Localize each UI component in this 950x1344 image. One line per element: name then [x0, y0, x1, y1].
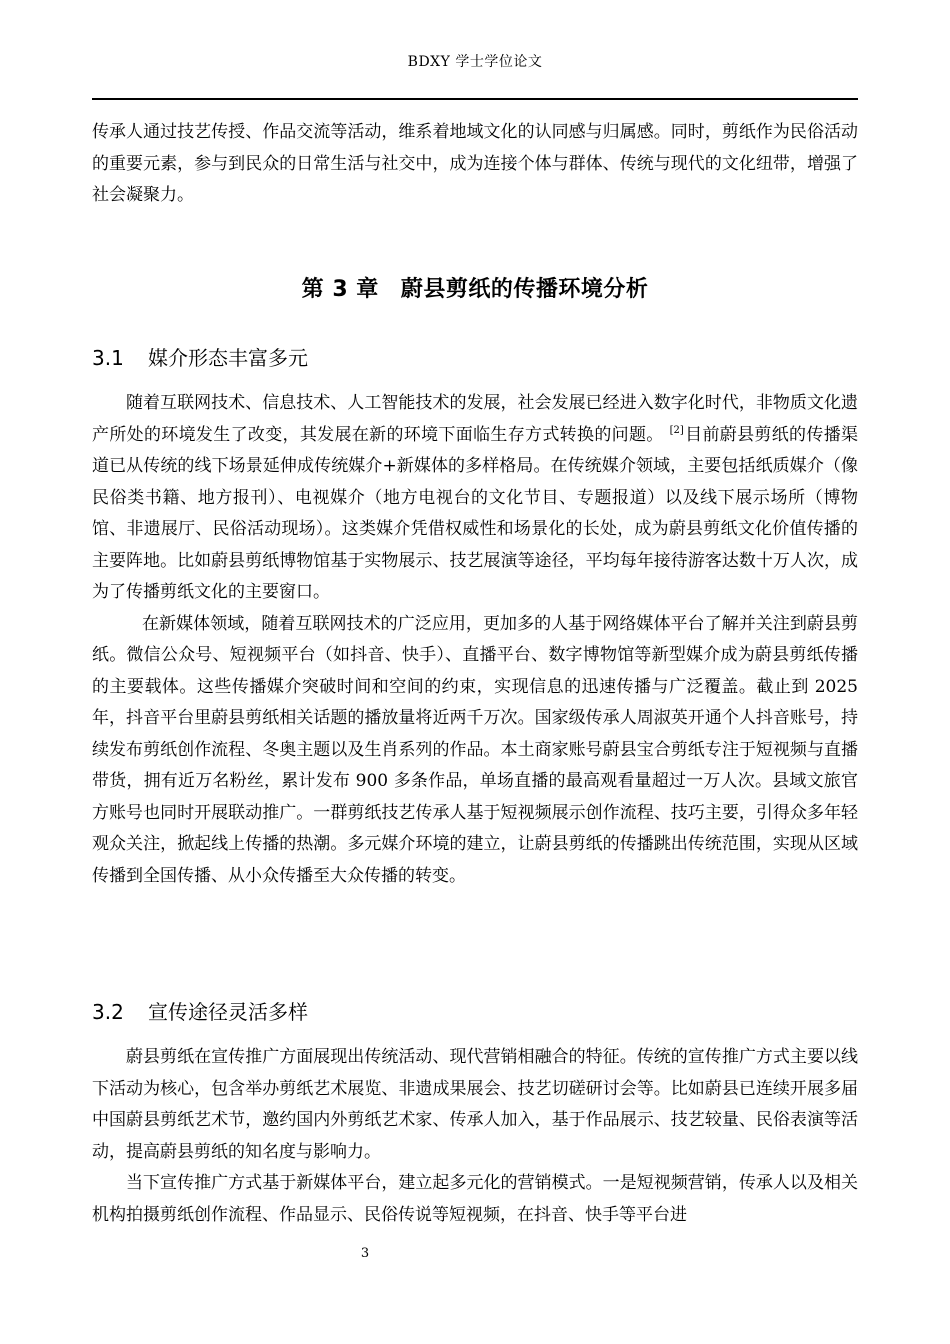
- section-3-2-title: 宣传途径灵活多样: [148, 1000, 308, 1024]
- chapter-number: 第 3 章: [301, 277, 379, 302]
- intro-text-block: [92, 117, 858, 212]
- citation-reference[interactable]: [2]: [669, 424, 684, 436]
- page-number: 3: [360, 1246, 370, 1261]
- section-3-2-number: 3.2: [92, 1000, 124, 1024]
- section-3-1-heading: [92, 343, 858, 373]
- intro-paragraph: 传承人通过技艺传授、作品交流等活动，维系着地域文化的认同感与归属感。同时，剪纸作为民俗活动的重要元素，参与到民众的日常生活与社交中，成为连接个体与群体、传统与现代的文化纽带，增强了社会凝聚力。: [92, 122, 858, 205]
- section-3-1-paragraph-1-text-a: 随着互联网技术、信息技术、人工智能技术的发展，社会发展已经进入数字化时代，非物质文化遗产所处的环境发生了改变，其发展在新的环境下面临生存方式转换的问题。: [92, 393, 858, 445]
- section-3-1-body: [92, 388, 858, 892]
- section-3-2-body: [92, 1042, 858, 1231]
- section-3-1-paragraph-2: 在新媒体领域，随着互联网技术的广泛应用，更加多的人基于网络媒体平台了解并关注到蔚县剪纸。微信公众号、短视频平台（如抖音、快手）、直播平台、数字博物馆等新型媒介成为蔚县剪纸传播的主要载体。这些传播媒介突破时间和空间的约束，实现信息的迅速传播与广泛覆盖。截止到 2025 年，抖音平台里蔚县剪纸相关话题的播放量将近两千万次。国家级传承人周淑英开通个人抖音账号，持续发布剪纸创作流程、冬奥主题以及生肖系列的作品。本土商家账号蔚县宝合剪纸专注于短视频与直播带货，拥有近万名粉丝，累计发布 900 多条作品，单场直播的最高观看量超过一万人次。县域文旅官方账号也同时开展联动推广。一群剪纸技艺传承人基于短视频展示创作流程、技巧主要，引得众多年轻观众关注，掀起线上传播的热潮。多元媒介环境的建立，让蔚县剪纸的传播跳出传统范围，实现从区域传播到全国传播、从小众传播至大众传播的转变。: [92, 613, 858, 886]
- section-3-1-number: 3.1: [92, 346, 124, 370]
- chapter-title: 蔚县剪纸的传播环境分析: [400, 277, 649, 302]
- section-3-1-paragraph-1: [92, 388, 858, 609]
- section-3-1-paragraph-1-text-b: 目前蔚县剪纸的传播渠道已从传统的线下场景延伸成传统媒介+新媒体的多样格局。在传统媒介领域，主要包括纸质媒介（像民俗类书籍、地方报刊）、电视媒介（地方电视台的文化节目、专题报道）以及线下展示场所（博物馆、非遗展厅、民俗活动现场）。这类媒介凭借权威性和场景化的长处，成为蔚县剪纸文化价值传播的主要阵地。比如蔚县剪纸博物馆基于实物展示、技艺展演等途径，平均每年接待游客达数十万人次，成为了传播剪纸文化的主要窗口。: [92, 424, 859, 602]
- running-header: BDXY 学士学位论文: [407, 54, 543, 70]
- section-3-2-heading: [92, 997, 858, 1027]
- section-3-2-paragraph-2: 当下宣传推广方式基于新媒体平台，建立起多元化的营销模式。一是短视频营销，传承人以及相关机构拍摄剪纸创作流程、作品显示、民俗传说等短视频，在抖音、快手等平台进: [92, 1173, 858, 1225]
- chapter-heading: [92, 274, 858, 306]
- section-3-2-paragraph-1: 蔚县剪纸在宣传推广方面展现出传统活动、现代营销相融合的特征。传统的宣传推广方式主要以线下活动为核心，包含举办剪纸艺术展览、非遗成果展会、技艺切磋研讨会等。比如蔚县已连续开展多届中国蔚县剪纸艺术节，邀约国内外剪纸艺术家、传承人加入，基于作品展示、技艺较量、民俗表演等活动，提高蔚县剪纸的知名度与影响力。: [92, 1047, 858, 1162]
- section-3-1-title: 媒介形态丰富多元: [148, 346, 308, 370]
- header-rule: [92, 98, 858, 100]
